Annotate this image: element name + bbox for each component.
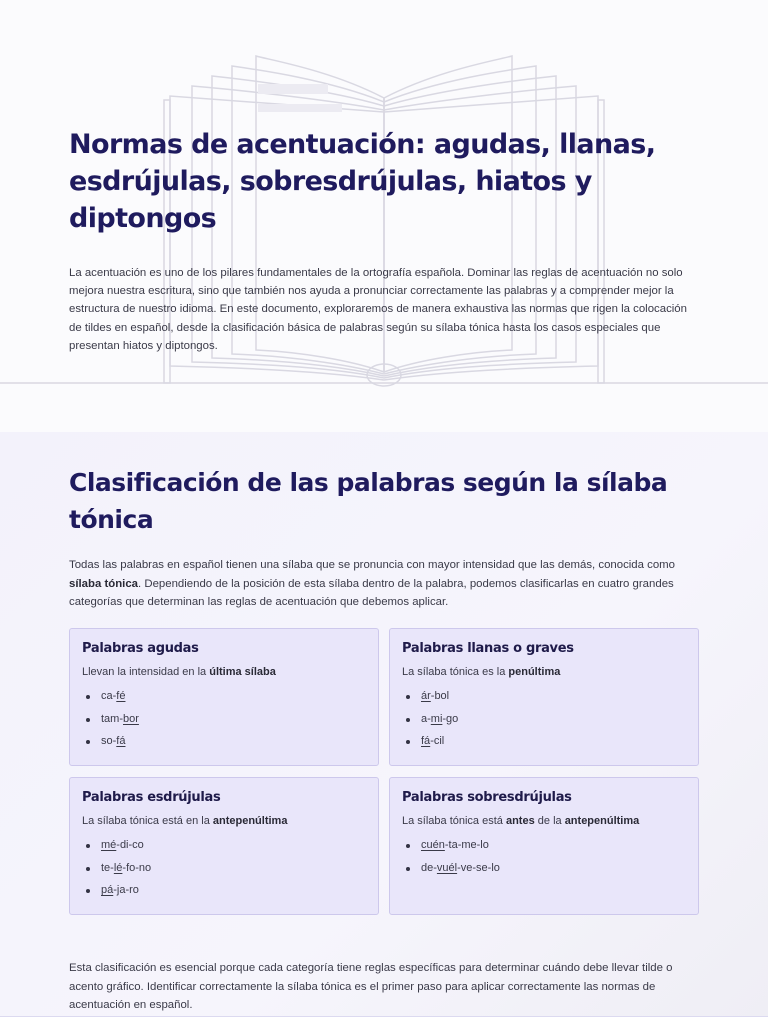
card-sobresdrujulas xyxy=(389,777,699,915)
card-desc-mid: de la xyxy=(534,815,565,827)
example-item xyxy=(82,879,366,902)
example-item xyxy=(402,708,686,731)
example-item xyxy=(402,685,686,708)
syllable-pre: a- xyxy=(421,712,431,725)
example-item xyxy=(82,857,366,880)
syllable-pre: ca- xyxy=(101,690,117,702)
stressed-syllable: pá xyxy=(101,884,114,897)
card-agudas xyxy=(69,628,379,766)
card-desc-before: La sílaba tónica es la xyxy=(402,666,509,678)
example-item xyxy=(82,708,366,731)
example-list xyxy=(82,685,366,753)
syllable-pre: de- xyxy=(421,861,437,874)
stressed-syllable: cuén xyxy=(421,839,445,851)
stressed-syllable: bor xyxy=(123,712,139,725)
hero-content xyxy=(69,126,701,355)
card-title: Palabras llanas o graves xyxy=(402,641,574,656)
classification-section xyxy=(0,432,768,1016)
card-desc-bold: última sílaba xyxy=(209,666,276,678)
card-desc-before: Llevan la intensidad en la xyxy=(82,666,210,678)
example-item xyxy=(82,730,366,753)
card-title: Palabras esdrújulas xyxy=(82,790,221,805)
syllable-post: -go xyxy=(442,712,459,725)
stressed-syllable: ár xyxy=(421,690,431,702)
example-item xyxy=(82,834,366,857)
card-desc-before: La sílaba tónica está en la xyxy=(82,815,213,827)
card-desc-before: La sílaba tónica está xyxy=(402,815,506,827)
card-description xyxy=(82,814,366,829)
example-item xyxy=(402,730,686,753)
example-list xyxy=(402,685,686,753)
section-intro-after: . Dependiendo de la posición de esta sílaba dentro de la palabra, podemos clasificarlas en cuatro grandes categorías que determinan las reglas de acentuación que debemos aplicar. xyxy=(69,577,674,608)
syllable-pre: tam- xyxy=(101,712,123,725)
stressed-syllable: vuél xyxy=(436,861,458,874)
syllable-post: -di-co xyxy=(116,839,144,851)
stressed-syllable: mé xyxy=(101,839,117,851)
card-description xyxy=(82,665,366,680)
stressed-syllable: fé xyxy=(116,690,126,702)
hero-section xyxy=(0,0,768,432)
card-description xyxy=(402,665,686,680)
syllable-post: -ta-me-lo xyxy=(444,839,489,851)
bottom-divider xyxy=(0,1016,768,1024)
syllable-pre: so- xyxy=(101,735,117,748)
example-item xyxy=(402,834,686,857)
card-title: Palabras sobresdrújulas xyxy=(402,790,572,805)
section-intro-paragraph xyxy=(69,556,699,612)
card-description xyxy=(402,814,686,829)
example-item xyxy=(82,685,366,708)
section-intro-before: Todas las palabras en español tienen una sílaba que se pronuncia con mayor intensidad que las demás, conocida como xyxy=(69,559,675,571)
stressed-syllable: mi xyxy=(430,712,443,725)
card-llanas xyxy=(389,628,699,766)
syllable-pre: te- xyxy=(101,861,114,874)
page-title: Normas de acentuación: agudas, llanas, esdrújulas, sobresdrújulas, hiatos y diptongos xyxy=(69,129,656,234)
syllable-post: -cil xyxy=(430,735,445,748)
classification-content xyxy=(69,464,699,1011)
card-title: Palabras agudas xyxy=(82,641,199,656)
card-desc-bold: penúltima xyxy=(508,666,561,678)
conclusion-paragraph: Esta clasificación es esencial porque cada categoría tiene reglas específicas para determinar cuándo debe llevar tilde o acento gráfico. Identificar correctamente la sílaba tónica es el primer paso para aplicar correctamente las normas de acentuación en español. xyxy=(69,962,673,1011)
syllable-post: -ja-ro xyxy=(113,884,139,897)
stressed-syllable: fá xyxy=(116,735,126,748)
syllable-post: -ve-se-lo xyxy=(457,861,500,874)
syllable-post: -fo-no xyxy=(122,861,152,874)
stressed-syllable: fá xyxy=(421,735,431,748)
syllable-post: -bol xyxy=(430,690,450,702)
stressed-syllable: lé xyxy=(113,861,123,874)
card-desc-bold: antes xyxy=(505,815,535,827)
example-list xyxy=(402,834,686,879)
section-title: Clasificación de las palabras según la sílaba tónica xyxy=(69,468,668,534)
card-desc-bold-2: antepenúltima xyxy=(564,815,640,827)
card-desc-bold: antepenúltima xyxy=(212,815,288,827)
intro-paragraph: La acentuación es uno de los pilares fundamentales de la ortografía española. Dominar las reglas de acentuación no solo mejora nuestra escritura, sino que también nos ayuda a pronunciar correctamente las palabras y a comprender mejor la estructura de nuestro idioma. En este documento, exploraremos de manera exhaustiva las normas que rigen la colocación de tildes en español, desde la clasificación básica de palabras según su sílaba tónica hasta los casos especiales que presentan hiatos y diptongos. xyxy=(69,267,687,352)
example-item xyxy=(402,857,686,880)
example-list xyxy=(82,834,366,902)
card-esdrujulas xyxy=(69,777,379,915)
section-intro-bold: sílaba tónica xyxy=(69,577,139,590)
